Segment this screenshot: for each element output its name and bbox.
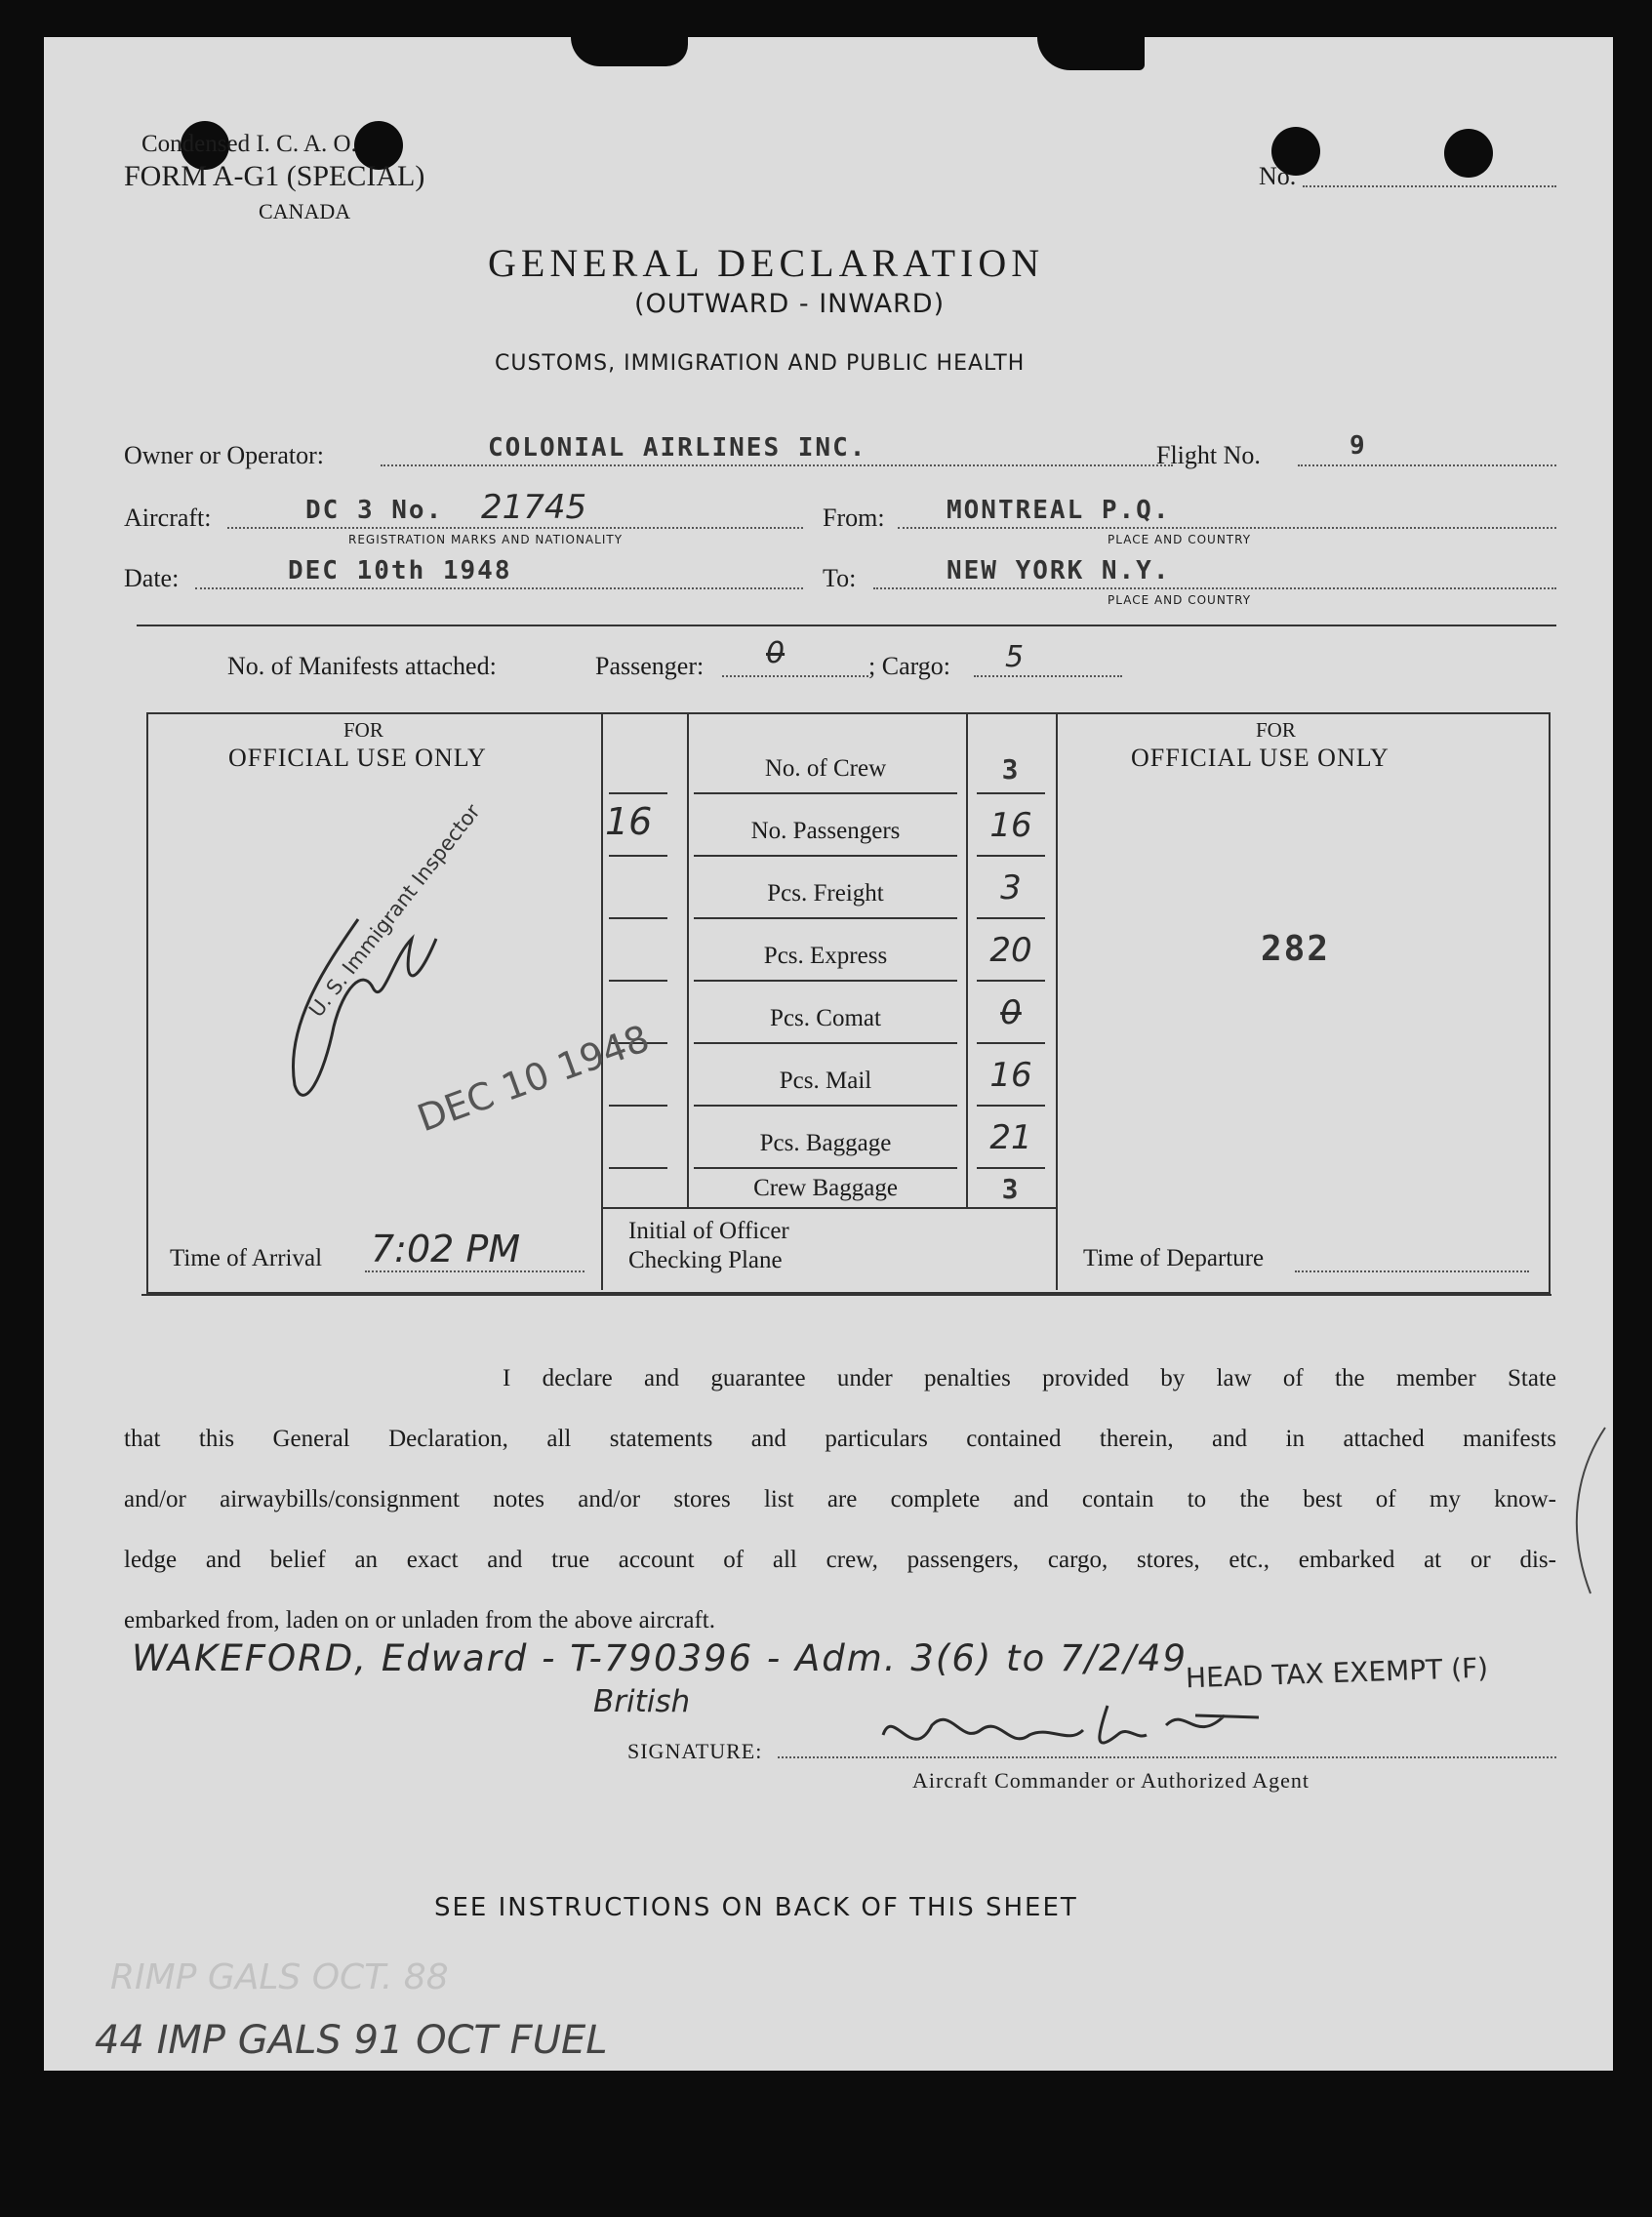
flight-line xyxy=(1298,464,1556,466)
aircraft-hand: 21745 xyxy=(481,488,587,527)
row-label: Pcs. Comat xyxy=(770,1005,881,1031)
left-header-official: OFFICIAL USE ONLY xyxy=(228,744,487,772)
owner-value: COLONIAL AIRLINES INC. xyxy=(488,433,867,463)
row-rule xyxy=(609,980,667,982)
row-label: No. Passengers xyxy=(750,818,901,844)
time-departure-label: Time of Departure xyxy=(1083,1245,1265,1271)
initial-officer-label-2: Checking Plane xyxy=(628,1247,783,1273)
time-arrival-line xyxy=(365,1270,584,1272)
declaration-paragraph xyxy=(124,1349,1556,1651)
row-rule-mid xyxy=(694,792,957,794)
form-line-3: CANADA xyxy=(259,199,351,223)
no-label: No. xyxy=(1259,162,1297,190)
aircraft-line xyxy=(227,527,803,529)
from-label: From: xyxy=(823,504,885,532)
table-row xyxy=(601,800,1056,861)
document-sheet xyxy=(44,37,1613,2071)
table-row xyxy=(601,925,1056,986)
page-title: GENERAL DECLARATION xyxy=(488,241,1045,285)
cargo-line xyxy=(974,675,1122,677)
head-tax-stamp: HEAD TAX EXEMPT (F) xyxy=(1185,1651,1489,1695)
row-label: Pcs. Express xyxy=(763,943,888,969)
commander-signature-scribble xyxy=(873,1696,1264,1774)
right-header-for: FOR xyxy=(1256,718,1296,742)
flight-label: Flight No. xyxy=(1156,441,1261,469)
table-outer-bottom xyxy=(141,1294,1551,1296)
aircraft-caption: REGISTRATION MARKS AND NATIONALITY xyxy=(348,533,624,546)
no-line xyxy=(1303,185,1556,187)
punch-hole-right-2 xyxy=(1444,129,1493,178)
right-edge-mark xyxy=(1551,1423,1610,1598)
table-row xyxy=(601,988,1056,1048)
table-col-4 xyxy=(1056,714,1058,1290)
manifests-cargo-label: ; Cargo: xyxy=(868,652,951,680)
bottom-fuel-note: 44 IMP GALS 91 OCT FUEL xyxy=(95,2018,608,2063)
title-direction: (OUTWARD - INWARD) xyxy=(634,289,946,319)
stamp-inspector: U. S. Immigrant Inspector xyxy=(304,799,485,1022)
declaration-line-2: that this General Declaration, all statements and particulars contained therein, and in attached manifests xyxy=(124,1426,1556,1452)
row-label: Pcs. Freight xyxy=(767,880,884,907)
date-label: Date: xyxy=(124,564,180,592)
row-value: 3 xyxy=(1000,868,1022,907)
row-rule-mid xyxy=(694,1105,957,1107)
row-rule xyxy=(609,917,667,919)
manifests-passenger-value: 0 xyxy=(766,636,786,670)
title-subtitle: CUSTOMS, IMMIGRATION AND PUBLIC HEALTH xyxy=(495,351,1026,376)
aircraft-label: Aircraft: xyxy=(124,504,212,532)
row-value: 0 xyxy=(1000,993,1022,1032)
time-arrival-label: Time of Arrival xyxy=(170,1245,323,1271)
handwritten-note-2: British xyxy=(593,1684,691,1719)
time-departure-line xyxy=(1295,1270,1529,1272)
form-line-1: Condensed I. C. A. O. xyxy=(141,131,357,157)
row-rule-mid xyxy=(694,917,957,919)
row-rule-val xyxy=(977,792,1045,794)
row-rule-mid xyxy=(694,1042,957,1044)
initial-officer-label-1: Initial of Officer xyxy=(628,1218,789,1244)
right-header-official: OFFICIAL USE ONLY xyxy=(1131,744,1390,772)
inspector-signature-scribble xyxy=(265,880,461,1114)
row-rule-val xyxy=(977,917,1045,919)
declaration-line-4: ledge and belief an exact and true account of all crew, passengers, cargo, stores, etc., embarked at or dis- xyxy=(124,1547,1556,1573)
row-label: No. of Crew xyxy=(764,755,887,782)
declaration-line-5: embarked from, laden on or unladen from the above aircraft. xyxy=(124,1607,715,1633)
row-value: 20 xyxy=(989,931,1032,970)
row-value: 16 xyxy=(989,1056,1032,1095)
to-value: NEW YORK N.Y. xyxy=(947,556,1171,585)
footer-instructions: SEE INSTRUCTIONS ON BACK OF THIS SHEET xyxy=(434,1893,1078,1922)
declaration-table xyxy=(146,712,1551,1294)
passenger-line xyxy=(722,675,868,677)
from-caption: PLACE AND COUNTRY xyxy=(1108,533,1252,546)
flight-value: 9 xyxy=(1350,431,1367,461)
table-row xyxy=(601,1050,1056,1110)
row-label: Pcs. Mail xyxy=(779,1068,872,1094)
declaration-line-1: I declare and guarantee under penalties provided by law of the member State xyxy=(503,1365,1556,1391)
to-caption: PLACE AND COUNTRY xyxy=(1108,593,1252,607)
owner-label: Owner or Operator: xyxy=(124,441,325,469)
right-number: 282 xyxy=(1261,929,1331,969)
to-line xyxy=(873,587,1556,589)
row-rule xyxy=(609,855,667,857)
row-value: 3 xyxy=(1001,1173,1021,1205)
manifests-cargo-value: 5 xyxy=(1005,640,1025,674)
stamp-date: DEC 10 1948 xyxy=(412,1016,656,1141)
table-row xyxy=(601,1175,1056,1208)
torn-notch-1 xyxy=(571,37,688,66)
row-rule-val xyxy=(977,1105,1045,1107)
owner-line xyxy=(381,464,1173,466)
row-value: 16 xyxy=(989,806,1032,845)
from-value: MONTREAL P.Q. xyxy=(947,496,1171,525)
row-rule xyxy=(609,1167,667,1169)
declaration-line-3: and/or airwaybills/consignment notes and/or stores list are complete and contain to the best of my know- xyxy=(124,1486,1556,1512)
row-value: 3 xyxy=(1001,753,1021,786)
handwritten-note-1: WAKEFORD, Edward - T-790396 - Adm. 3(6) to 7/2/49 xyxy=(132,1637,1189,1679)
faint-note: RIMP GALS OCT. 88 xyxy=(110,1957,449,1997)
form-line-2: FORM A-G1 (SPECIAL) xyxy=(124,160,425,192)
row-rule-val xyxy=(977,855,1045,857)
signature-label: SIGNATURE: xyxy=(627,1739,763,1763)
from-line xyxy=(898,527,1556,529)
row-rule-mid xyxy=(694,855,957,857)
header-divider xyxy=(137,625,1556,626)
row-rule-mid xyxy=(694,980,957,982)
manifests-passenger-label: Passenger: xyxy=(595,652,705,680)
aircraft-value: DC 3 No. xyxy=(305,496,444,525)
row-value: 21 xyxy=(989,1118,1032,1157)
signature-caption: Aircraft Commander or Authorized Agent xyxy=(912,1768,1310,1793)
row-label: Crew Baggage xyxy=(753,1175,898,1201)
row-rule-val xyxy=(977,1167,1045,1169)
row-rule xyxy=(609,792,667,794)
date-value: DEC 10th 1948 xyxy=(288,556,512,585)
manifests-label: No. of Manifests attached: xyxy=(227,652,497,680)
to-label: To: xyxy=(823,564,857,592)
row-rule-val xyxy=(977,1042,1045,1044)
table-row xyxy=(601,863,1056,923)
row-label: Pcs. Baggage xyxy=(759,1130,892,1156)
left-header-for: FOR xyxy=(343,718,383,742)
row-inspector: 16 xyxy=(605,800,653,843)
row-rule-mid xyxy=(694,1167,957,1169)
time-arrival-value: 7:02 PM xyxy=(371,1228,521,1270)
date-line xyxy=(195,587,803,589)
row-rule-val xyxy=(977,980,1045,982)
table-row xyxy=(601,1112,1056,1173)
table-row xyxy=(601,738,1056,798)
row-rule xyxy=(609,1105,667,1107)
torn-notch-2 xyxy=(1037,37,1145,70)
